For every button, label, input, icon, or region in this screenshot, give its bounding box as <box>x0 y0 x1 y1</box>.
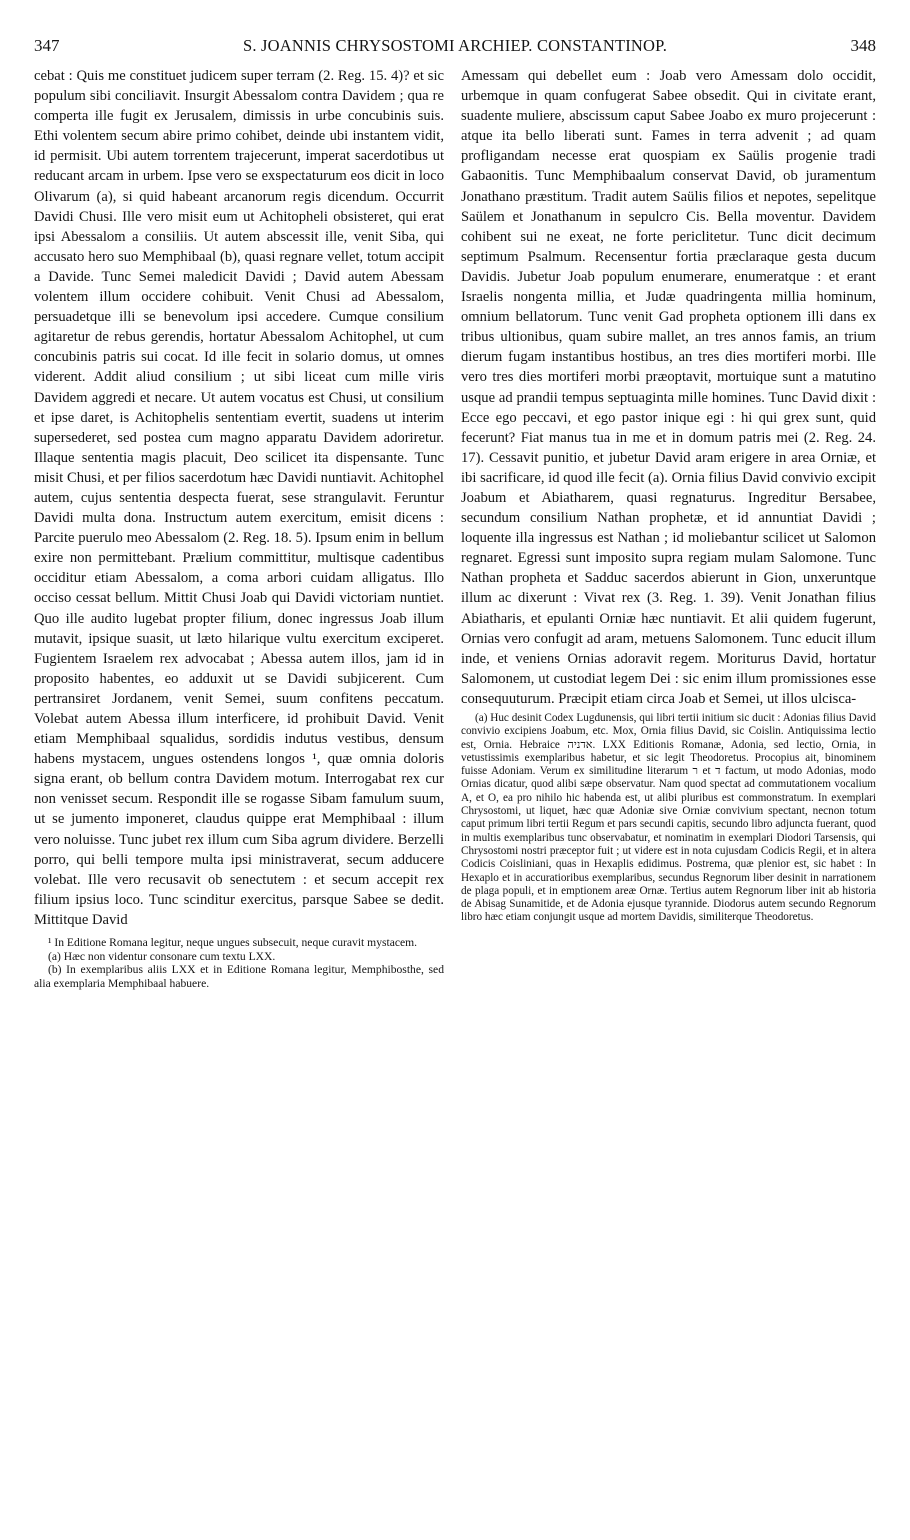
page-number-left: 347 <box>34 36 60 55</box>
page-header <box>34 36 876 62</box>
footnote-b: (b) In exemplaribus aliis LXX et in Editione Romana legitur, Memphibosthe, sed alia exemplaria Memphibaal habuere. <box>34 963 444 991</box>
right-column-text: Amessam qui debellet eum : Joab vero Amessam dolo occidit, urbemque in quam confugerat Sabee obsedit. Qui in civitate erant, suadente muliere, abscissum caput Sabee Joabo ex muro projecerunt : atque ita bello liberati sunt. Fames in terra advenit ; ad quam profligandam necesse erat quospiam ex Saülis progenie tradi Gabaonitis. Tunc Memphibaalum conservat David, ob juramentum Jonathano præstitum. Tradit autem Saülis filios et nepotes, sepelitque Saülem et Jonathanum in sepulcro Cis. Bella moventur. Davidem cohibent sui ne exeat, ne forte periclitetur. Tunc dicit decimum septimum Psalmum. Recensentur fortia præclaraque gesta ducum Davidis. Jubetur Joab populum enumerare, enumeratque : et erant Israelis nongenta millia, et Judæ quadringenta millia hominum, omnium bellatorum. Tunc venit Gad propheta optionem illi dans ex tribus ultionibus, quam subire mallet, an tres annos famis, an trium dierum fugam instantibus hostibus, an tres dies mortiferi morbi. Ille vero tres dies mortiferi morbi præoptavit, mortuique sunt a matutino usque ad prandii tempus septuaginta mille homines. Tunc David dixit : Ecce ego peccavi, et ego pastor inique egi : hi qui grex sunt, quid fecerunt? Fiat manus tua in me et in domum patris mei (2. Reg. 24. 17). Cessavit punitio, et jubetur David aram erigere in area Orniæ, et ibi sacrificare, id quod ille fecit (a). Ornia filius David convivio excipit Joabum et Abiatharem, quasi regnaturus. Ingreditur Bersabee, secundum consilium Nathan prophetæ, et id annuntiat Davidi ; loquente illa ingressus est Nathan ; id moliebantur scilicet ut Salomon regnaret. Egressi sunt imposito supra regiam mulam Salomone. Tunc Nathan propheta et Sadduc sacerdos abierunt in Gion, unxeruntque illum ac dixerunt : Vivat rex (3. Reg. 1. 39). Venit Jonathan filius Abiatharis, et epulanti Orniæ hæc nuntiavit. Et alii quidem fugerunt, Ornias vero confugit ad aram, metuens Salomonem. Tunc educit illum inde, et veniens Ornias adoravit regem. Moriturus David, hortatur Salomonem, ut custodiat legem Dei : sic enim illum promissiones esse consequuturum. Præcipit etiam circa Joab et Semei, ut illos ulcisca- <box>461 68 876 707</box>
left-footnotes <box>34 936 444 991</box>
right-footnote-a <box>461 712 876 925</box>
right-column <box>461 66 876 925</box>
footnote-a-right: (a) Huc desinit Codex Lugdunensis, qui libri tertii initium sic ducit : Adonias filius David convivio excipiens Joabum, etc. Mox, Ornia filius David, sic Coislin. Antiquissima lectio est, Ornia. Hebraice אדניה. LXX Editionis Romanæ, Adonia, sed lectio, Ornia, in vetustissimis exemplaribus habetur, et sic legit Theodoretus. Procopius ait, binominem fuisse Adoniam. Verum ex similitudine literarum ר et ד factum, ut modo Adonias, modo Ornias dicatur, quod alibi sæpe observatur. Nam quod spectat ad commutationem vocalium A, et O, ea pro nihilo hic habenda est, ut alibi pluribus est commonstratum. In exemplari Chrysostomi, ut liquet, hæc quæ Adoniæ sive Orniæ convivium spectant, necnon totum caput primum libri tertii Regum et pars secundi capitis, secundo libro adjuncta fuerant, quod in multis exemplaribus tunc observabatur, et nominatim in exemplari Diodori Tarsensis, qui Chrysostomi nostri præceptor fuit ; ut videre est in nota cujusdam Codicis Regii, et in altera Codicis Coisliniani, quas in Hexaplis edidimus. Postrema, quæ plenior est, sic habet : In Hexaplo et in accuratioribus exemplaribus, secundus Regnorum liber desinit in narrationem de plaga populi, et in emptionem areæ Ornæ. Tertius autem Regnorum liber init ab historia de Abisag Sunamitide, et de Adonia ejusque tyrannide. Diodorus autem secundo Regnorum libro hæc etiam conjungit usque ad mortem Davidis, similiterque Theodoretus. <box>461 712 876 924</box>
running-title: S. JOANNIS CHRYSOSTOMI ARCHIEP. CONSTANTINOP. <box>242 36 668 55</box>
footnote-1: ¹ In Editione Romana legitur, neque ungues subsecuit, neque curavit mystacem. <box>48 936 418 950</box>
left-column <box>34 66 444 991</box>
footnote-a: (a) Hæc non videntur consonare cum textu LXX. <box>48 949 276 963</box>
page-number-right: 348 <box>850 36 876 55</box>
left-column-text: cebat : Quis me constituet judicem super terram (2. Reg. 15. 4)? et sic populum sibi conciliavit. Insurgit Abessalom contra Davidem ; qua re comperta ille fugit ex Jerusalem, dimissis in urbe concubinis suis. Ethi volentem secum abire primo cohibet, deinde ubi instantem vidit, id permisit. Ubi autem torrentem trajecerunt, imperat sacerdotibus ut reducant arcam in urbem. Ipse vero se exspectaturum eos dicit in loco Olivarum (a), si quid habeant arcanorum regis dicendum. Occurrit Davidi Chusi. Ille vero misit eum ut Achitopheli obsisteret, qui erat ipsi Abessalom a consiliis. Ut autem abscessit ille, venit Siba, qui accusato hero suo Memphibaal (b), quasi regnare vellet, totum accipit a Davide. Tunc Semei maledicit Davidi ; David autem Abessam volentem illum occidere cohibuit. Venit Chusi ad Abessalom, persuadetque illi se benevolum ipsi accedere. Cumque consilium agitaretur de rebus gerendis, hortatur Abessalom Achitophel, ut cum concubinis patris sui cocat. Id ille fecit in solario domus, ut omnes viderent. Addit aliud consilium ; ut sibi liceat cum mille viris Davidem aggredi et necare. Ut autem vocatus est Chusi, ut consilium et ipse daret, is Achitophelis sententiam evertit, suadens ut interim supersederet, sed postea cum magno apparatu Davidem adoriretur. Illaque sententia magis placuit, Deo scilicet ita dispensante. Tunc misit Chusi, et per filios sacerdotum hæc Davidi nuntiavit. Achitophel autem, cujus sententia despecta fuerat, sese strangulavit. Feruntur Davidi multa dona. Instructum autem exercitum, emisit dicens : Parcite puerulo meo Abessalom (2. Reg. 18. 5). Ipsum enim in bellum exire non permittebant. Prælium committitur, multisque cadentibus occiditur etiam Abessalom, a coma arbori cuidam alligatus. Illo occiso cessat bellum. Mittit Chusi Joab qui Davidi victoriam nuntiet. Quo ille audito lugebat propter filium, donec ingressus Joab illum mutavit, ipsique suasit, ut læto hilarique vultu exercitum exciperet. Fugientem Israelem rex advocabat ; Abessa autem illos, jam id in proposito habentes, eo adduxit ut se Davidi subjicerent. Cum pertransiret Jordanem, venit Semei, suum confitens peccatum. Volebat autem Abessa illum interficere, id prohibuit David. Venit etiam Memphibaal squalidus, sordidis indutus vestibus, densum habens mystacem, ungues ostendens longos ¹, quæ omnia doloris signa erant, ob bellum contra Davidem motum. Interrogabat rex cur non venisset secum. Respondit ille se rogasse Sibam famulum suum, ut se jumento imponeret, claudus quippe erat Memphibaal : illum vero noluisse. Tunc jubet rex illum cum Siba agrum dividere. Berzelli porro, qui belli tempore multa ipsi ministraverat, secum adducere volebat. Ille vero recusavit ob senectutem : et secum accepit rex filium ipsius loco. Tunc scinditur exercitus, parsque Sabee se dedit. Mittitque David <box>34 68 444 928</box>
